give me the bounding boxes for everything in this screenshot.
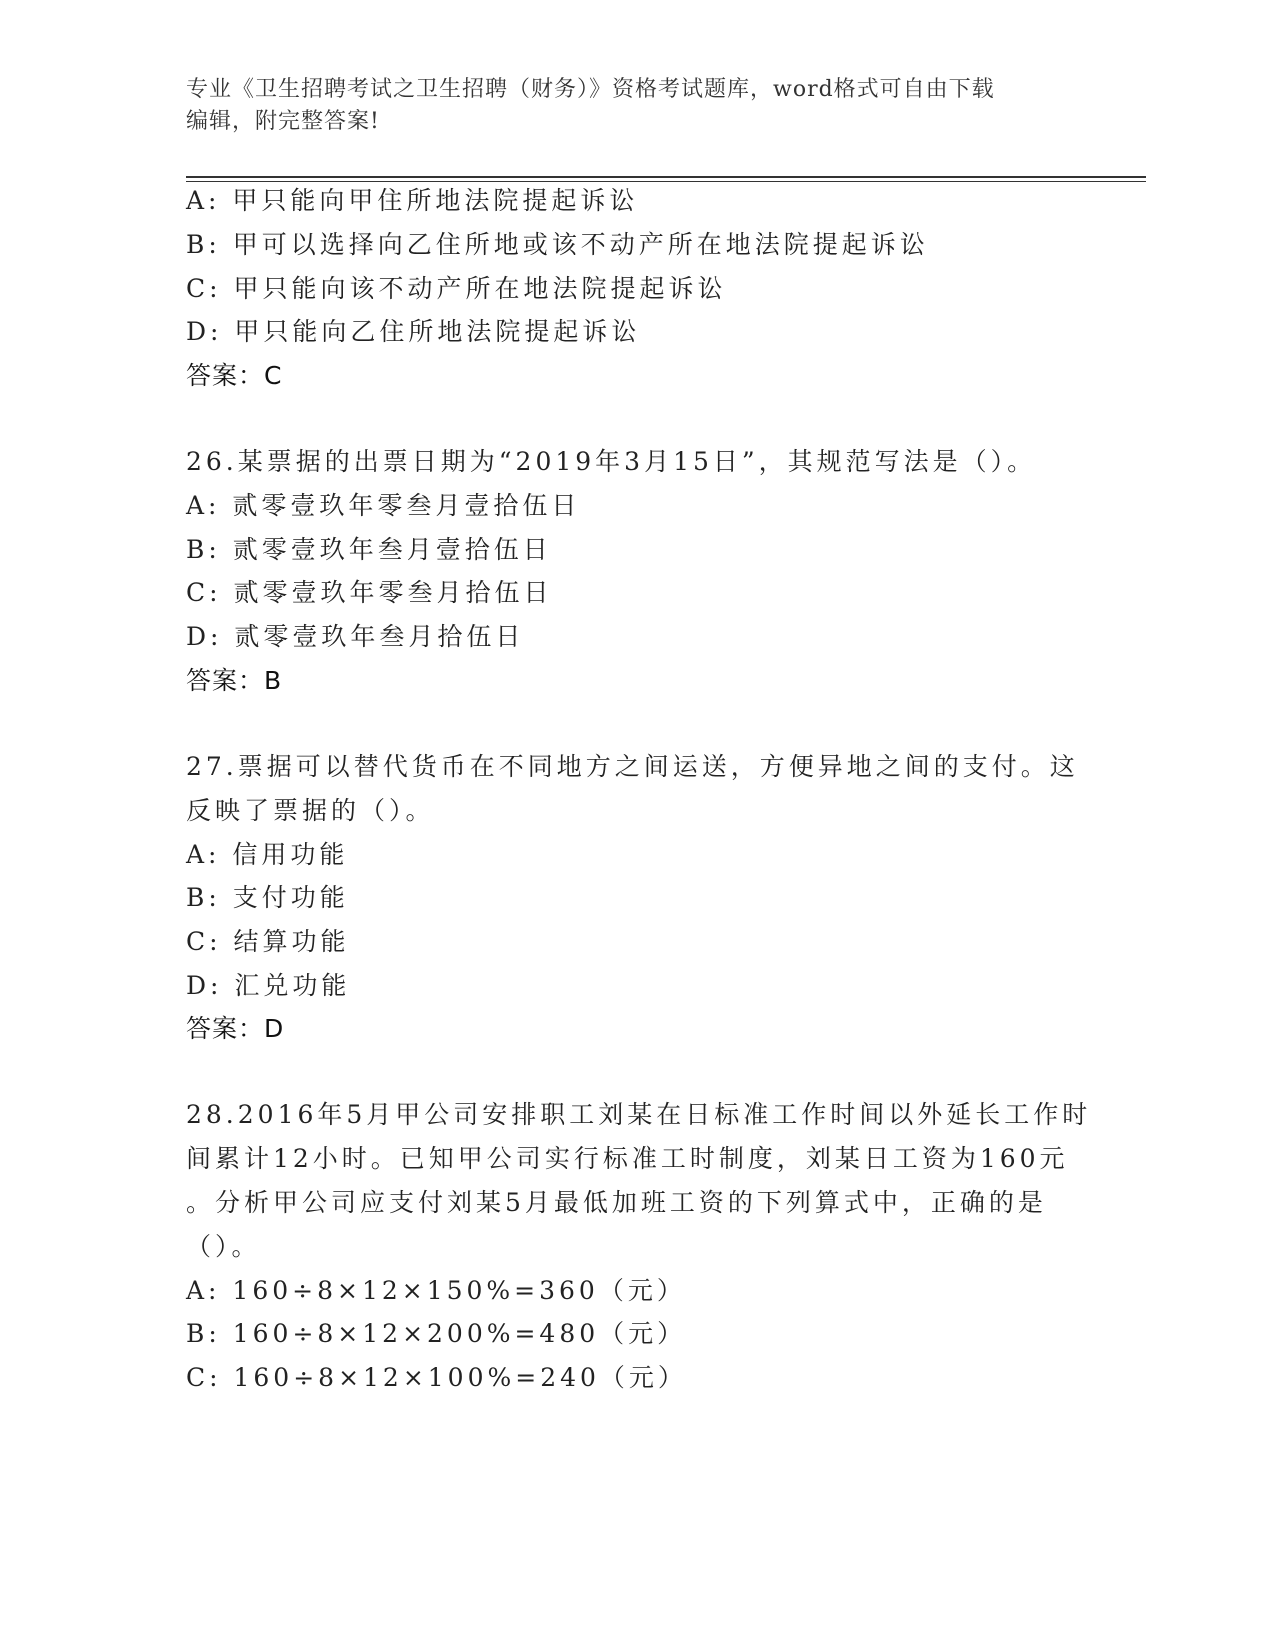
- header-divider-thick: [186, 176, 1146, 178]
- q26-option-b: B: 贰零壹玖年叁月壹拾伍日: [186, 535, 552, 564]
- q26-option-a: A: 贰零壹玖年零叁月壹拾伍日: [186, 491, 581, 520]
- header-title-line-1: 专业《卫生招聘考试之卫生招聘（财务）》资格考试题库，word格式可自由下载: [186, 77, 995, 102]
- q27-option-c: C: 结算功能: [186, 927, 350, 956]
- q27-option-d: D: 汇兑功能: [186, 971, 351, 1000]
- q26-option-c: C: 贰零壹玖年零叁月拾伍日: [186, 578, 553, 607]
- q27-option-a: A: 信用功能: [186, 840, 349, 869]
- q26-option-d: D: 贰零壹玖年叁月拾伍日: [186, 622, 525, 651]
- q28-option-b: B: 160÷8×12×200%=480（元）: [186, 1319, 687, 1348]
- q27-answer: 答案：D: [186, 1014, 285, 1043]
- q27-question-line-1: 27.票据可以替代货币在不同地方之间运送，方便异地之间的支付。这: [186, 752, 1079, 781]
- q28-question-line-1: 28.2016年5月甲公司安排职工刘某在日标准工作时间以外延长工作时: [186, 1100, 1092, 1129]
- q25-option-c: C: 甲只能向该不动产所在地法院提起诉讼: [186, 274, 727, 303]
- q28-question-line-3: 。分析甲公司应支付刘某5月最低加班工资的下列算式中，正确的是: [186, 1188, 1047, 1217]
- q25-option-d: D: 甲只能向乙住所地法院提起诉讼: [186, 317, 641, 346]
- q28-option-a: A: 160÷8×12×150%=360（元）: [186, 1276, 686, 1305]
- document-header: [186, 74, 1066, 138]
- q26-answer: 答案：B: [186, 666, 283, 695]
- q25-option-a: A: 甲只能向甲住所地法院提起诉讼: [186, 186, 639, 215]
- q25-option-b: B: 甲可以选择向乙住所地或该不动产所在地法院提起诉讼: [186, 230, 929, 259]
- q25-answer: 答案：C: [186, 361, 283, 390]
- q28-question-line-2: 间累计12小时。已知甲公司实行标准工时制度，刘某日工资为160元: [186, 1144, 1069, 1173]
- header-title-line-2: 编辑，附完整答案!: [186, 109, 380, 134]
- q26-question: 26.某票据的出票日期为“2019年3月15日”，其规范写法是（）。: [186, 447, 1037, 476]
- q27-question-line-2: 反映了票据的（）。: [186, 796, 435, 825]
- header-divider-thin: [186, 181, 1146, 182]
- q28-option-c: C: 160÷8×12×100%=240（元）: [186, 1363, 687, 1392]
- q28-question-line-4: （）。: [186, 1232, 261, 1261]
- q27-option-b: B: 支付功能: [186, 883, 349, 912]
